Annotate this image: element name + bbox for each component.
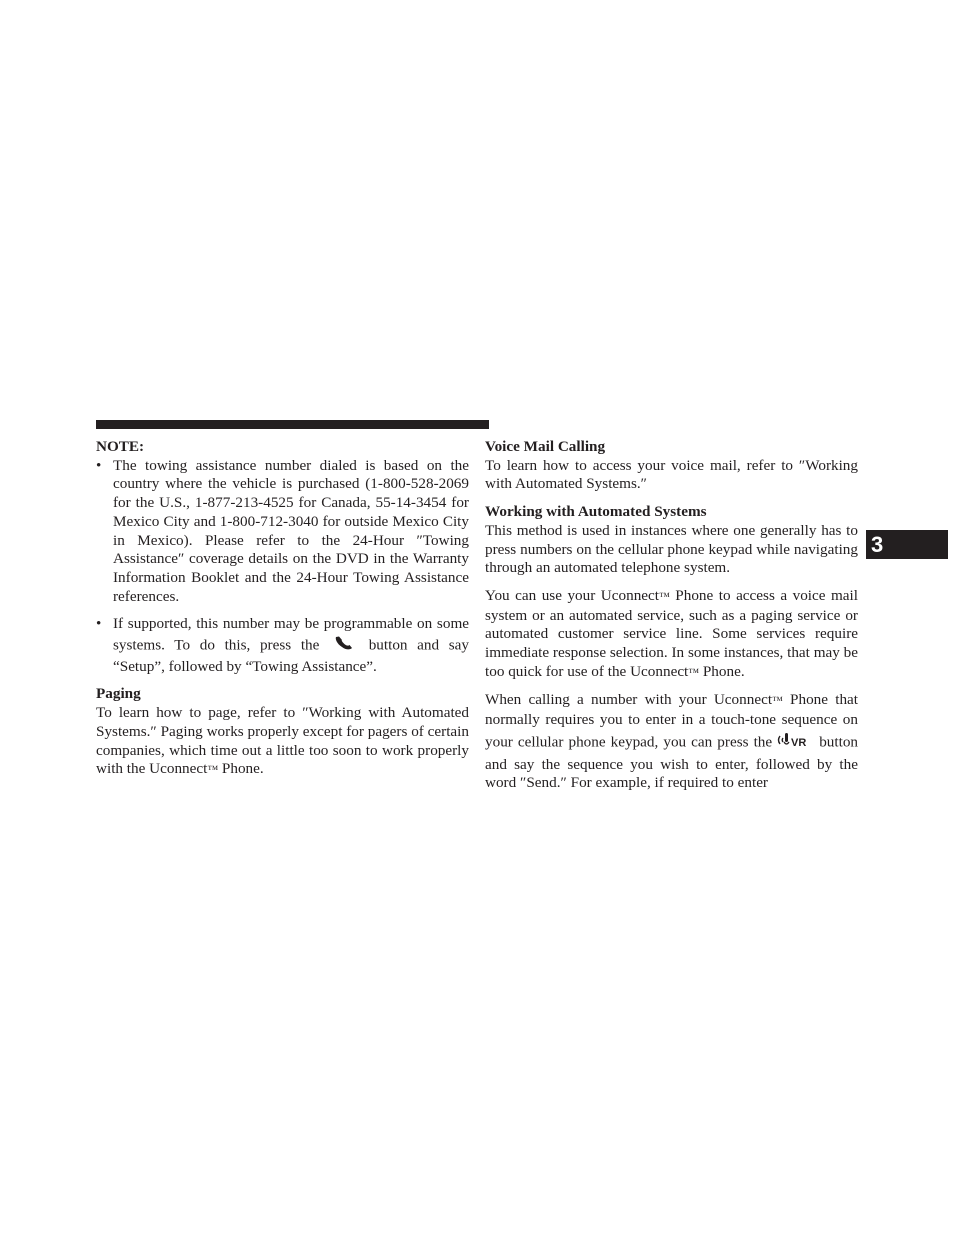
trademark: ™ xyxy=(659,590,670,603)
trademark: ™ xyxy=(207,764,219,777)
bullet-text-before-icon: If supported, this number may be programmable on some systems. To do this, press the xyxy=(113,615,469,654)
p2-part-c: Phone. xyxy=(699,662,745,680)
bullet-icon: • xyxy=(96,615,102,633)
list-item xyxy=(96,615,469,676)
right-column xyxy=(485,438,858,806)
p2-part-a: You can use your Uconnect xyxy=(485,586,659,604)
p2-part-b: Phone to access a voice mail system or an automated service, such as a paging service or automated customer service line. Some services require immediate response selection. In some instances, that may be too quick for use of the Uconnect xyxy=(485,586,858,680)
bullet-text: The towing assistance number dialed is based on the country where the vehicle is purchased (1-800-528-2069 for the U.S., 1-877-213-4525 for Canada, 55-14-3454 for Mexico City and 1-800-712-3040 for outside Mexico City in Mexico). Please refer to the 24-Hour ″Towing Assistance″ coverage details on the DVD in the Warranty Information Booklet and the 24-Hour Towing Assistance references. xyxy=(113,456,469,605)
automated-paragraph-1: This method is used in instances where one generally has to press numbers on the cellular phone keypad while navigating through an automated telephone system. xyxy=(485,521,858,577)
automated-heading: Working with Automated Systems xyxy=(485,503,707,521)
vr-label: VR xyxy=(791,736,807,749)
paging-text xyxy=(96,704,469,780)
automated-paragraph-2 xyxy=(485,587,858,683)
automated-paragraph-3 xyxy=(485,691,858,793)
p3-part-a: When calling a number with your Uconnect xyxy=(485,691,773,709)
paging-text-part: To learn how to page, refer to ″Working with Automated Systems.″ Paging works properly except for pagers of certain companies, which time out a little too soon to work properly with the Uconnect xyxy=(96,704,469,778)
chapter-number: 3 xyxy=(871,532,884,557)
phone-icon xyxy=(333,634,355,658)
paging-text-end: Phone. xyxy=(218,760,264,778)
chapter-tab xyxy=(866,530,948,559)
note-list xyxy=(96,457,469,677)
list-item xyxy=(96,457,469,607)
trademark: ™ xyxy=(772,695,783,708)
section-rule xyxy=(96,420,489,429)
note-heading: NOTE: xyxy=(96,438,145,455)
voice-recognition-icon xyxy=(776,730,810,756)
bullet-text-after-icon: button and say “Setup”, followed by “Towing Assistance”. xyxy=(113,636,469,675)
bullet-icon: • xyxy=(96,456,102,474)
voicemail-heading: Voice Mail Calling xyxy=(485,438,606,455)
paging-heading: Paging xyxy=(96,685,141,703)
trademark: ™ xyxy=(688,666,700,679)
voicemail-text: To learn how to access your voice mail, refer to ″Working with Automated Systems.″ xyxy=(485,456,858,493)
p3-part-c: button and say the sequence you wish to enter, followed by the word ″Send.″ For example, if required to enter xyxy=(485,733,858,792)
p3-part-b: Phone that normally requires you to enter in a touch-tone sequence on your cellular phone keypad, you can press the xyxy=(485,691,858,751)
left-column xyxy=(96,438,469,780)
